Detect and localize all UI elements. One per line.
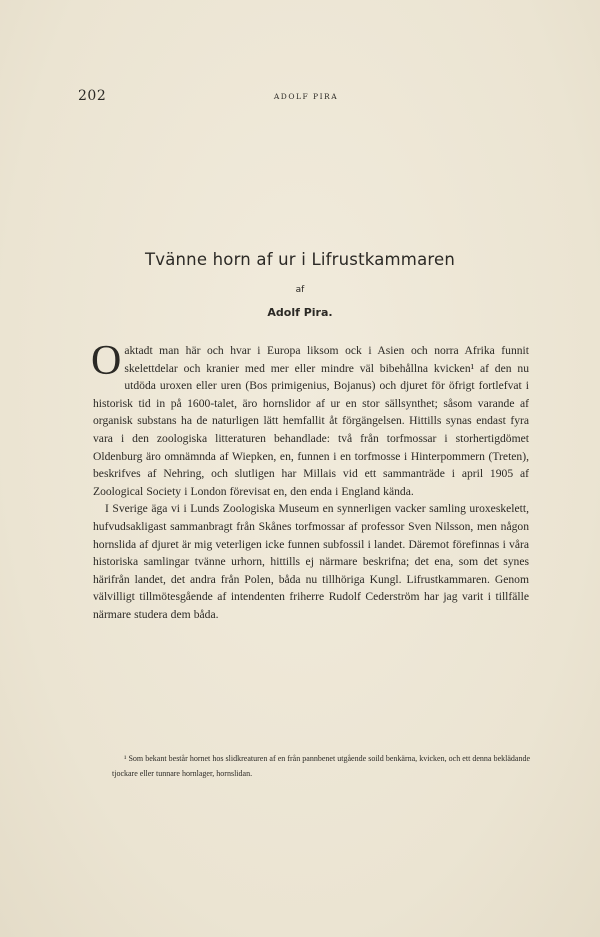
running-header <box>78 88 534 104</box>
byline-of: af <box>295 285 305 295</box>
drop-cap: O <box>91 338 122 384</box>
paragraph-2: I Sverige äga vi i Lunds Zoologiska Museum en synnerligen vacker samling uroxeskelett, hufvudsakligast sammanbragt från Skånes torfmossar af professor Sven Nilsson, men någon hornslida af djuret är mig veterligen icke funnen subfossil i landet. Däremot förefinnas i våra historiska samlingar tvänne urhorn, hittills ej närmare beskrifna; det ena, som det synes härifrån landet, det andra från Polen, båda nu tillhöriga Kungl. Lifrustkammaren. Genom välvilligt tillmötesgående af intendenten friherre Rudolf Cederström har jag varit i tillfälle närmare studera dem båda. <box>93 502 529 621</box>
running-title: ADOLF PIRA <box>273 92 339 101</box>
body-text <box>91 338 529 624</box>
author-name: Adolf Pira. <box>267 306 333 319</box>
footnote: ¹ Som bekant består hornet hos slidkreaturen af en från pannbenet utgående soild benkärna, kvicken, och ett denna beklädande tjockare eller tunnare hornlager, hornslidan. <box>112 754 530 778</box>
paragraph-1-text: aktadt man här och hvar i Europa liksom ock i Asien och norra Afrika funnit skelettdelar och kranier med mer eller mindre väl bibehållna kvicken¹ af den nu utdöda uroxen eller uren (Bos primigenius, Bojanus) och djuret för öfrigt fortlefvat i historisk tid in på 1600-talet, äro hornslidor af ur en stor sällsynthet; såsom varande af organisk substans ha de naturligen lätt hemfallit åt förgängelsen. Hittills synas endast fyra vara i den zoologiska litteraturen behandlade: två från torfmossar i storhertigdömet Oldenburg äro omnämnda af Wiepken, en, funnen i en torfmosse i Hinterpommern (Treten), beskrifves af Nehring, och slutligen har Millais vid ett sammanträde i april 1905 af Zoological Society i London förevisat en, den enda i England kända. <box>93 344 529 498</box>
paragraph-1 <box>91 338 529 500</box>
article-title: Tvänne horn af ur i Lifrustkammaren <box>144 250 456 269</box>
page-number: 202 <box>78 88 107 104</box>
